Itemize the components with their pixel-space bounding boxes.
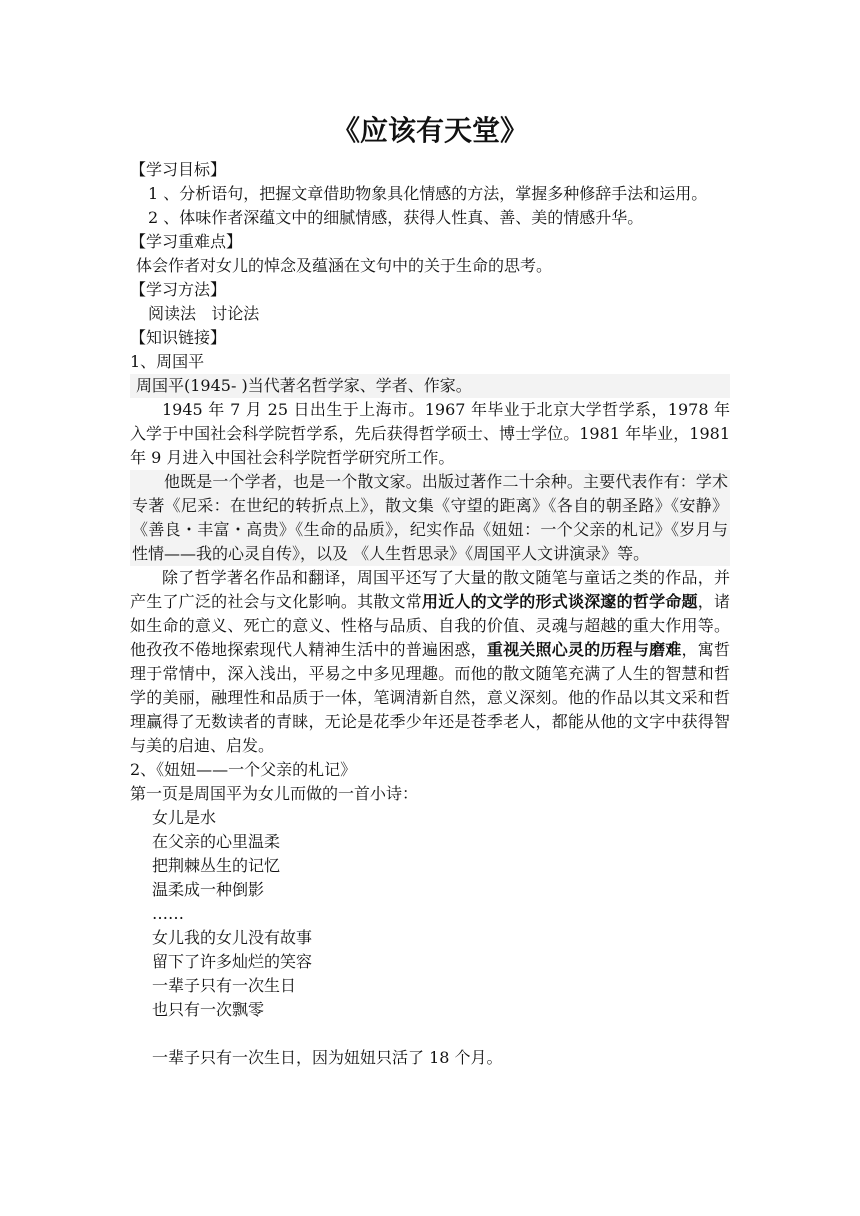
poem-intro: 第一页是周国平为女儿而做的一首小诗： — [130, 784, 419, 803]
poem-line: …… — [152, 904, 184, 923]
style-emphasis-1: 用近人的文学的形式谈深邃的哲学命题 — [421, 592, 698, 611]
blank-line — [130, 1022, 730, 1046]
closing-line: 一辈子只有一次生日，因为妞妞只活了 18 个月。 — [152, 1048, 503, 1067]
methods-text: 阅读法 讨论法 — [148, 304, 260, 323]
section-1-title: 1、周国平 — [130, 352, 205, 371]
poem-line: 留下了许多灿烂的笑容 — [152, 952, 313, 971]
author-bio-paragraph: 1945 年 7 月 25 日出生于上海市。1967 年毕业于北京大学哲学系，1978 年入学于中国社会科学院哲学系，先后获得哲学硕士、博士学位。1981 年毕业，1981 年 9 月进入中国社会科学院哲学研究所工作。 — [130, 400, 730, 467]
style-text-e: ，寓哲理于常情中，深入浅出，平易之中多见理趣。而他的散文随笔充满了人生的智慧和哲学的美丽，融理性和品质于一体，笔调清新自然，意义深刻。他的作品以其文采和哲理赢得了无数读者的青睐，无论是花季少年还是苍季老人，都能从他的文字中获得智与美的启迪、启发。 — [130, 640, 730, 755]
goals-heading: 【学习目标】 — [130, 160, 227, 179]
poem-line: 在父亲的心里温柔 — [152, 832, 281, 851]
style-text-a: 除了哲学著名作品和翻译，周国平还写了大量的散文随笔与童话之类的作品，并产生了广泛的社会与文化影响。其散文常 — [130, 568, 730, 611]
goal-item-1: 1 、分析语句，把握文章借助物象具化情感的方法，掌握多种修辞手法和运用。 — [148, 184, 708, 203]
style-text-c: ，诸如生命的意义、死亡的意义、性格与品质、自我的价值、灵魂与超越的重大作用等。他孜孜不倦地探索现代人精神生活中的普遍困惑， — [130, 592, 730, 659]
poem-line: 把荆棘丛生的记忆 — [152, 856, 281, 875]
methods-heading: 【学习方法】 — [130, 280, 227, 299]
goal-item-2: 2 、体味作者深蕴文中的细腻情感，获得人性真、善、美的情感升华。 — [148, 208, 644, 227]
section-2-title: 2、《妞妞——一个父亲的札记》 — [130, 760, 357, 779]
keypoints-heading: 【学习重难点】 — [130, 232, 243, 251]
keypoints-text: 体会作者对女儿的悼念及蕴涵在文句中的关于生命的思考。 — [136, 256, 553, 275]
style-emphasis-2: 重视关照心灵的历程与磨难 — [486, 640, 682, 659]
poem-line: 也只有一次飘零 — [152, 1000, 265, 1019]
author-works-paragraph: 他既是一个学者，也是一个散文家。出版过著作二十余种。主要代表作有：学术专著《尼采：在世纪的转折点上》，散文集《守望的距离》《各自的朝圣路》《安静》《善良・丰富・高贵》《生命的品质》，纪实作品《妞妞：一个父亲的札记》《岁月与性情——我的心灵自传》，以及 《人生哲思录》《周国平人文讲演录》等。 — [130, 470, 730, 566]
document-content — [130, 112, 730, 1070]
poem-line: 一辈子只有一次生日 — [152, 976, 297, 995]
links-heading: 【知识链接】 — [130, 328, 227, 347]
poem-line: 温柔成一种倒影 — [152, 880, 265, 899]
poem-line: 女儿我的女儿没有故事 — [152, 928, 313, 947]
author-intro: 周国平(1945- )当代著名哲学家、学者、作家。 — [130, 374, 730, 398]
document-title: 《应该有天堂》 — [331, 114, 528, 147]
author-style-paragraph — [130, 566, 730, 758]
poem-line: 女儿是水 — [152, 808, 217, 827]
